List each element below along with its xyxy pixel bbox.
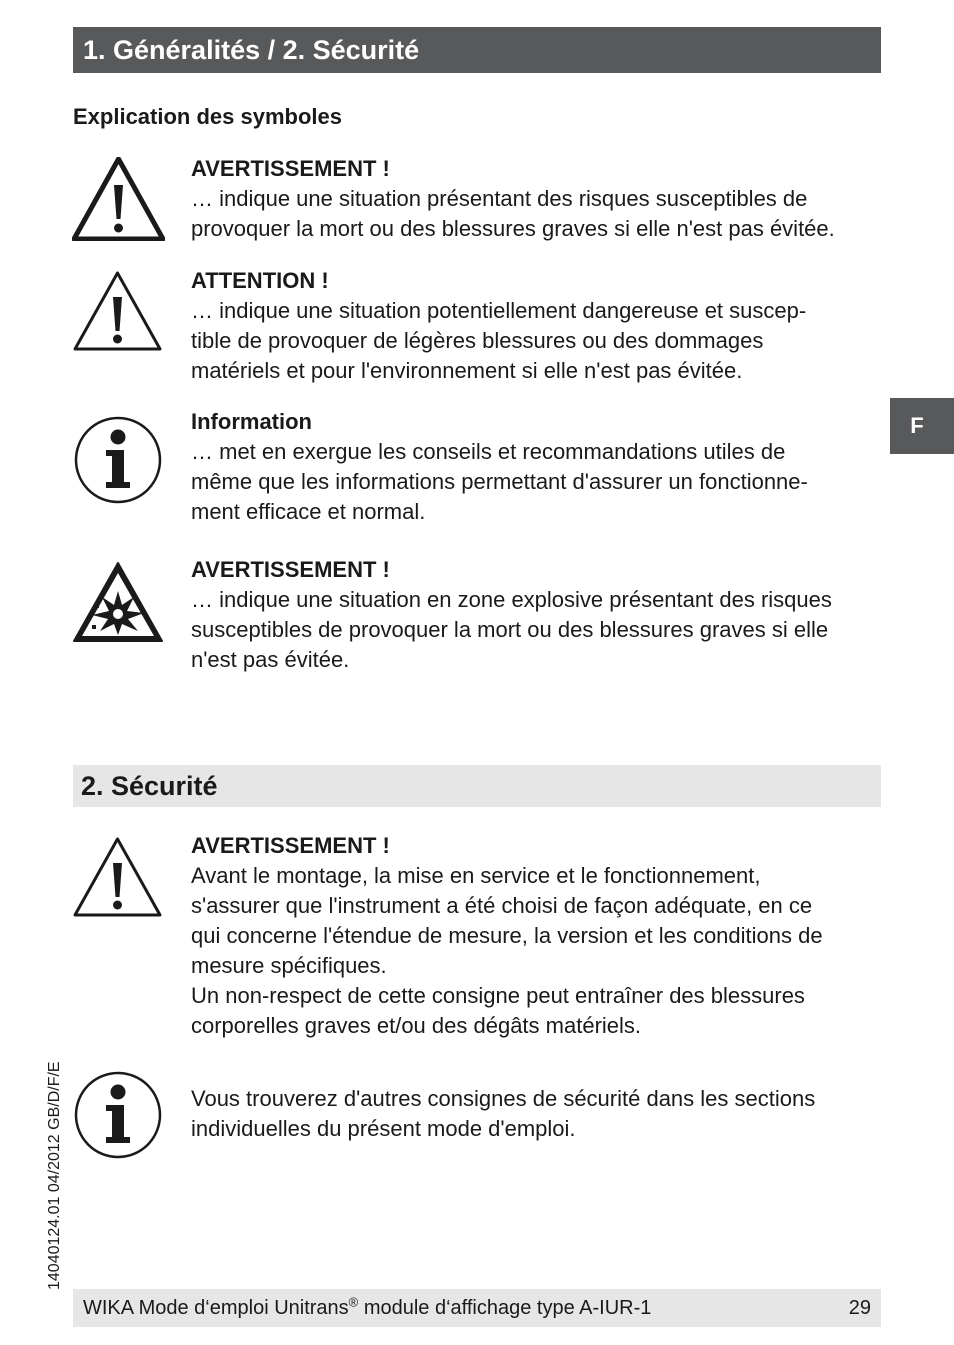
safety-text-line: qui concerne l'étendue de mesure, la version et les conditions de xyxy=(191,923,823,948)
language-tab: F xyxy=(890,398,954,454)
safety-text-line: s'assurer que l'instrument a été choisi de façon adéquate, en ce xyxy=(191,893,813,918)
footer-text: WIKA Mode d‘emploi Unitrans® module d‘affichage type A-IUR-1 xyxy=(83,1294,652,1319)
symbol-text-line: provoquer la mort ou des blessures graves si elle n'est pas évitée. xyxy=(191,216,835,241)
symbol-item-information xyxy=(191,407,891,527)
symbol-text-line: tible de provoquer de légères blessures ou des dommages xyxy=(191,328,764,353)
caution-icon xyxy=(72,270,163,352)
safety-info-line: Vous trouverez d'autres consignes de sécurité dans les sections xyxy=(191,1086,816,1111)
safety-info-line: individuelles du présent mode d'emploi. xyxy=(191,1116,576,1141)
document-id: 14040124.01 04/2012 GB/D/F/E xyxy=(46,1061,63,1290)
page-header: 1. Généralités / 2. Sécurité xyxy=(73,27,881,73)
information-icon xyxy=(73,1070,163,1160)
safety-text-line: Avant le montage, la mise en service et le fonctionnement, xyxy=(191,863,761,888)
symbol-text-line: n'est pas évitée. xyxy=(191,647,350,672)
symbol-text-line: … indique une situation présentant des risques susceptibles de xyxy=(191,186,808,211)
symbol-title: AVERTISSEMENT ! xyxy=(191,156,390,181)
footer xyxy=(73,1289,881,1327)
safety-text-line: Un non-respect de cette consigne peut entraîner des blessures xyxy=(191,983,805,1008)
information-icon xyxy=(73,415,163,505)
section-heading: 2. Sécurité xyxy=(73,765,881,807)
symbol-item-warning xyxy=(191,154,891,244)
warning-icon xyxy=(72,836,163,918)
symbols-heading: Explication des symboles xyxy=(73,104,342,129)
symbol-item-explosion xyxy=(191,555,891,675)
symbol-text-line: … met en exergue les conseils et recommandations utiles de xyxy=(191,439,786,464)
safety-info xyxy=(191,1084,891,1144)
symbol-title: Information xyxy=(191,409,312,434)
safety-text-line: mesure spécifiques. xyxy=(191,953,387,978)
symbol-text-line: matériels et pour l'environnement si elle n'est pas évitée. xyxy=(191,358,743,383)
symbol-text-line: … indique une situation en zone explosive présentant des risques xyxy=(191,587,832,612)
symbol-text-line: susceptibles de provoquer la mort ou des blessures graves si elle xyxy=(191,617,829,642)
safety-warning xyxy=(191,831,891,1041)
symbol-text-line: même que les informations permettant d'assurer un fonctionne- xyxy=(191,469,808,494)
safety-warning-title: AVERTISSEMENT ! xyxy=(191,833,390,858)
warning-icon xyxy=(72,157,165,241)
symbol-title: AVERTISSEMENT ! xyxy=(191,557,390,582)
safety-text-line: corporelles graves et/ou des dégâts matériels. xyxy=(191,1013,642,1038)
symbol-text-line: … indique une situation potentiellement dangereuse et suscep- xyxy=(191,298,807,323)
explosion-icon xyxy=(72,561,164,643)
registered-mark: ® xyxy=(348,1294,359,1310)
page-number: 29 xyxy=(848,1297,871,1319)
symbol-title: ATTENTION ! xyxy=(191,268,329,293)
symbol-text-line: ment efficace et normal. xyxy=(191,499,426,524)
symbol-item-caution xyxy=(191,266,891,386)
